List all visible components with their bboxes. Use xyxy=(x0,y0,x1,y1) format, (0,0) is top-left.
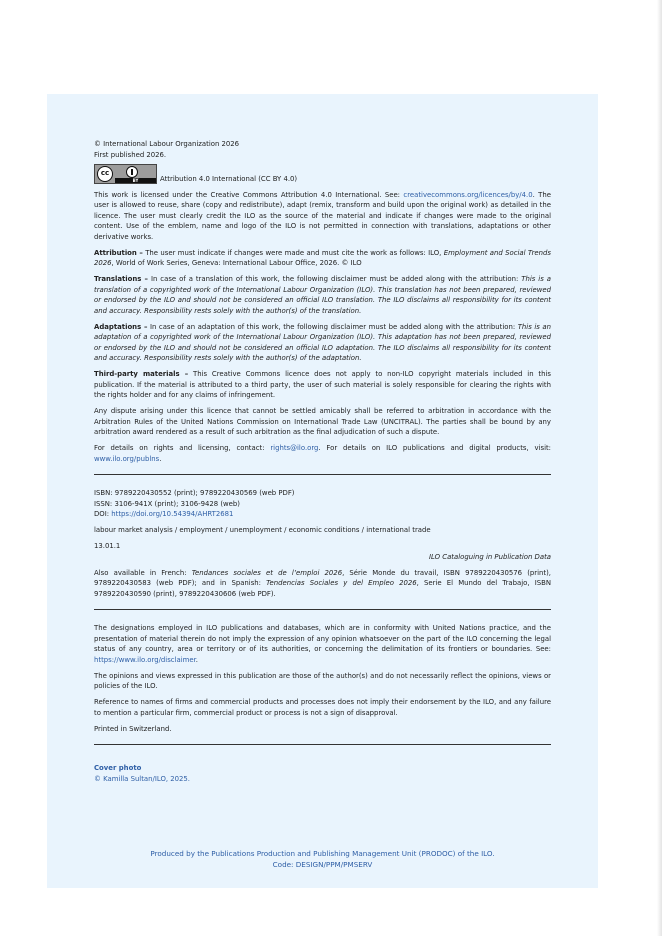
attribution-text-end: , World of Work Series, Geneva: International Labour Office, 2026. © ILO xyxy=(111,259,362,267)
designations-text: The designations employed in ILO publications and databases, which are in conformity with United Nations practice, and the presentation of material therein do not imply the expression of any opinion whatsoever on the part of the ILO concerning the legal status of any country, area or territory or of its authorities, or concerning the delimitation of its frontiers or boundaries. See: xyxy=(94,624,551,653)
cover-photo-heading: Cover photo xyxy=(94,764,142,772)
classification-code: 13.01.1 xyxy=(94,542,121,550)
by-label: BY xyxy=(115,178,156,183)
designations-end: . xyxy=(195,655,198,664)
adaptations-text: In case of an adaptation of this work, the following disclaimer must be added along with the attribution: xyxy=(147,322,518,331)
attribution-person-icon xyxy=(126,166,138,178)
license-link[interactable]: creativecommons.org/licences/by/4.0 xyxy=(403,190,533,199)
opinions-paragraph: The opinions and views expressed in this publication are those of the author(s) and do not necessarily reflect the opinions, views or policies of the ILO. xyxy=(94,671,551,690)
issn-line: ISSN: 3106-941X (print); 3106-9428 (web) xyxy=(94,499,240,508)
keywords-line: labour market analysis / employment / unemployment / economic conditions / international trade xyxy=(94,526,431,534)
printed-line: Printed in Switzerland. xyxy=(94,724,172,733)
reference-paragraph: Reference to names of firms and commercial products and processes does not imply their endorsement by the ILO, and any failure to mention a particular firm, commercial product or process is not a sign of disapproval. xyxy=(94,698,551,717)
license-text-start: This work is licensed under the Creative Commons Attribution 4.0 International. See: xyxy=(94,190,404,199)
details-text: For details on rights and licensing, contact: xyxy=(94,444,271,452)
translations-disclaimer: This is a translation of a copyrighted work of the International Labour Organization (ILO). This translation has not been prepared, reviewed or endorsed by the ILO and should not be considered an official ILO translation. The ILO disclaims all responsibility for its content and accuracy. Responsibility rests solely with the author(s) of the translation. xyxy=(94,275,551,315)
first-published-line: First published 2026. xyxy=(94,150,167,159)
license-badge-row xyxy=(94,164,551,184)
publications-link[interactable]: www.ilo.org/publns xyxy=(94,454,160,463)
page-edge-shadow xyxy=(657,0,662,936)
spanish-title: Tendencias Sociales y del Empleo 2026 xyxy=(266,579,417,587)
french-title: Tendances sociales et de l’emploi 2026 xyxy=(191,568,343,577)
attribution-text: The user must indicate if changes were made and must cite the work as follows: ILO, xyxy=(142,248,444,257)
divider-1 xyxy=(94,474,551,475)
rights-email-link[interactable]: rights@ilo.org xyxy=(270,444,319,452)
translations-text: In case of a translation of this work, the following disclaimer must be added along with the attribution: xyxy=(148,275,522,283)
dispute-paragraph: Any dispute arising under this licence that cannot be settled amicably shall be referred to arbitration in accordance with the Arbitration Rules of the United Nations Commission on International Trade Law (UNCITRAL). The parties shall be bound by any arbitration award rendered as a result of such arbitration as the final adjudication of such a dispute. xyxy=(94,407,551,436)
designations-paragraph xyxy=(94,623,551,665)
doi-label: DOI: xyxy=(94,510,112,518)
adaptations-disclaimer: This is an adaptation of a copyrighted work of the International Labour Organization (ILO). This adaptation has not been prepared, reviewed or endorsed by the ILO and should not be considered an official ILO adaptation. The ILO disclaims all responsibility for its content and accuracy. Responsibility rests solely with the author(s) of the adaptation. xyxy=(94,322,551,362)
details-text-end: . xyxy=(159,454,162,463)
license-badge-label: Attribution 4.0 International (CC BY 4.0) xyxy=(160,175,298,183)
license-text-end: . The user is allowed to reuse, share (copy and redistribute), adapt (remix, transform and build upon the original work) as detailed in the licence. The user must clearly credit the ILO as the source of the material and indicate if changes were made to the original content. Use of the emblem, name and logo of the ILO is not permitted in connection with translations, adaptations or other derivative works. xyxy=(94,190,551,241)
also-available-text-end: , Serie El Mundo del Trabajo, ISBN 9789220430590 (print), 9789220430606 (web PDF). xyxy=(94,579,551,598)
cataloguing-line: ILO Cataloguing in Publication Data xyxy=(429,552,551,561)
production-code: Code: DESIGN/PPM/PMSERV xyxy=(272,860,373,869)
copyright-panel xyxy=(47,94,598,888)
third-party-text: This Creative Commons licence does not apply to non-ILO copyright materials included in this publication. If the material is attributed to a third party, the user of such material is solely responsible for clearing the rights with the rights holder and for any claims of infringement. xyxy=(94,370,551,399)
divider-2 xyxy=(94,609,551,610)
translations-lead: Translations – xyxy=(94,275,149,283)
disclaimer-link[interactable]: https://www.ilo.org/disclaimer xyxy=(94,655,196,664)
third-party-paragraph xyxy=(94,369,551,401)
divider-3 xyxy=(94,744,551,745)
also-available-paragraph xyxy=(94,568,551,600)
details-paragraph xyxy=(94,443,551,464)
also-available-text: Also available in French: xyxy=(94,568,192,577)
also-available-text-middle: , Série Monde du travail, ISBN 9789220430576 (print), 9789220430583 (web PDF); and in Spanish: xyxy=(94,568,551,587)
adaptations-paragraph xyxy=(94,322,551,364)
cc-by-badge xyxy=(94,164,157,184)
copyright-content xyxy=(94,139,551,784)
details-text-middle: . For details on ILO publications and digital products, visit: xyxy=(318,444,552,452)
third-party-lead: Third-party materials – xyxy=(94,370,189,378)
attribution-lead: Attribution – xyxy=(94,248,143,257)
isbn-line: ISBN: 9789220430552 (print); 9789220430569 (web PDF) xyxy=(94,489,295,497)
copyright-line: © International Labour Organization 2026 xyxy=(94,140,240,148)
doi-line xyxy=(94,509,551,520)
cc-icon: cc xyxy=(97,166,113,182)
attribution-paragraph xyxy=(94,248,551,269)
adaptations-lead: Adaptations – xyxy=(94,322,148,331)
attribution-title: Employment and Social Trends 2026 xyxy=(94,248,551,267)
translations-paragraph xyxy=(94,274,551,316)
license-paragraph xyxy=(94,190,551,243)
production-footer xyxy=(47,848,598,870)
doi-link[interactable]: https://doi.org/10.54394/AHRT2681 xyxy=(111,510,234,518)
production-line: Produced by the Publications Production and Publishing Management Unit (PRODOC) of the ILO. xyxy=(150,849,495,858)
cover-photo-credit: © Kamilla Sultan/ILO, 2025. xyxy=(94,774,190,783)
